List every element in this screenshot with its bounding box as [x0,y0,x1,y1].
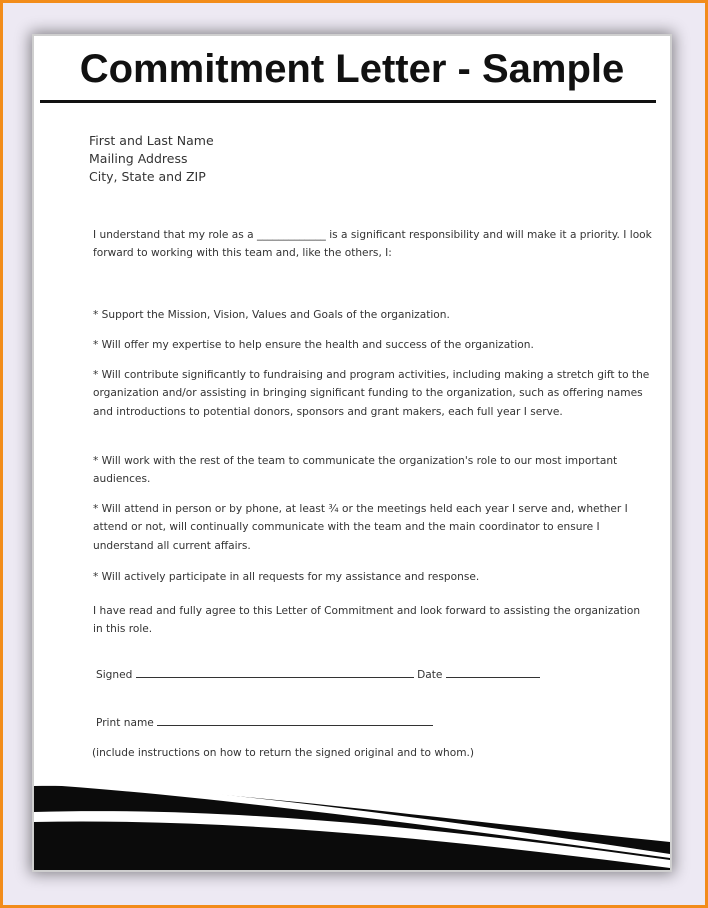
date-label: Date [417,669,443,681]
decorative-swoosh [34,756,670,870]
commitment-item: * Will actively participate in all requests for my assistance and response. [93,571,480,583]
print-name-field[interactable] [157,714,433,726]
return-instructions-note: (include instructions on how to return the signed original and to whom.) [92,747,475,759]
intro-paragraph: I understand that my role as a _____________ is a significant responsibility and will make it a priority. I look forward to working with this team and, like the others, I: [93,229,652,260]
agreement-paragraph: I have read and fully agree to this Letter of Commitment and look forward to assisting the organization in this role. [93,605,641,636]
commitment-item: * Will offer my expertise to help ensure the health and success of the organization. [93,339,534,351]
signed-label: Signed [96,669,133,681]
address-block [89,132,214,186]
address-mailing: Mailing Address [89,151,188,166]
print-name-label: Print name [96,717,154,729]
date-field[interactable] [446,666,540,678]
commitment-item: * Will work with the rest of the team to communicate the organization's role to our most important audiences. [93,455,621,486]
page-title: Commitment Letter - Sample [79,47,625,91]
title-underline [40,100,656,103]
commitment-item: * Will attend in person or by phone, at least ¾ or the meetings held each year I serve and, whether I attend or not, will continually communicate with the team and the main coordinator to ensure I understand all current affairs. [93,503,632,552]
signature-field[interactable] [136,666,414,678]
print-name-row [96,714,433,732]
letter-sheet [34,36,670,870]
commitment-item: * Will contribute significantly to fundraising and program activities, including making a stretch gift to the organization and/or assisting in bringing significant funding to the organization, such as offering names and introductions to potential donors, sponsors and grant makers, each full year I serve. [93,369,653,418]
commitment-item: * Support the Mission, Vision, Values and Goals of the organization. [93,309,450,321]
address-city: City, State and ZIP [89,169,206,184]
signature-row [96,666,540,684]
address-name: First and Last Name [89,133,214,148]
